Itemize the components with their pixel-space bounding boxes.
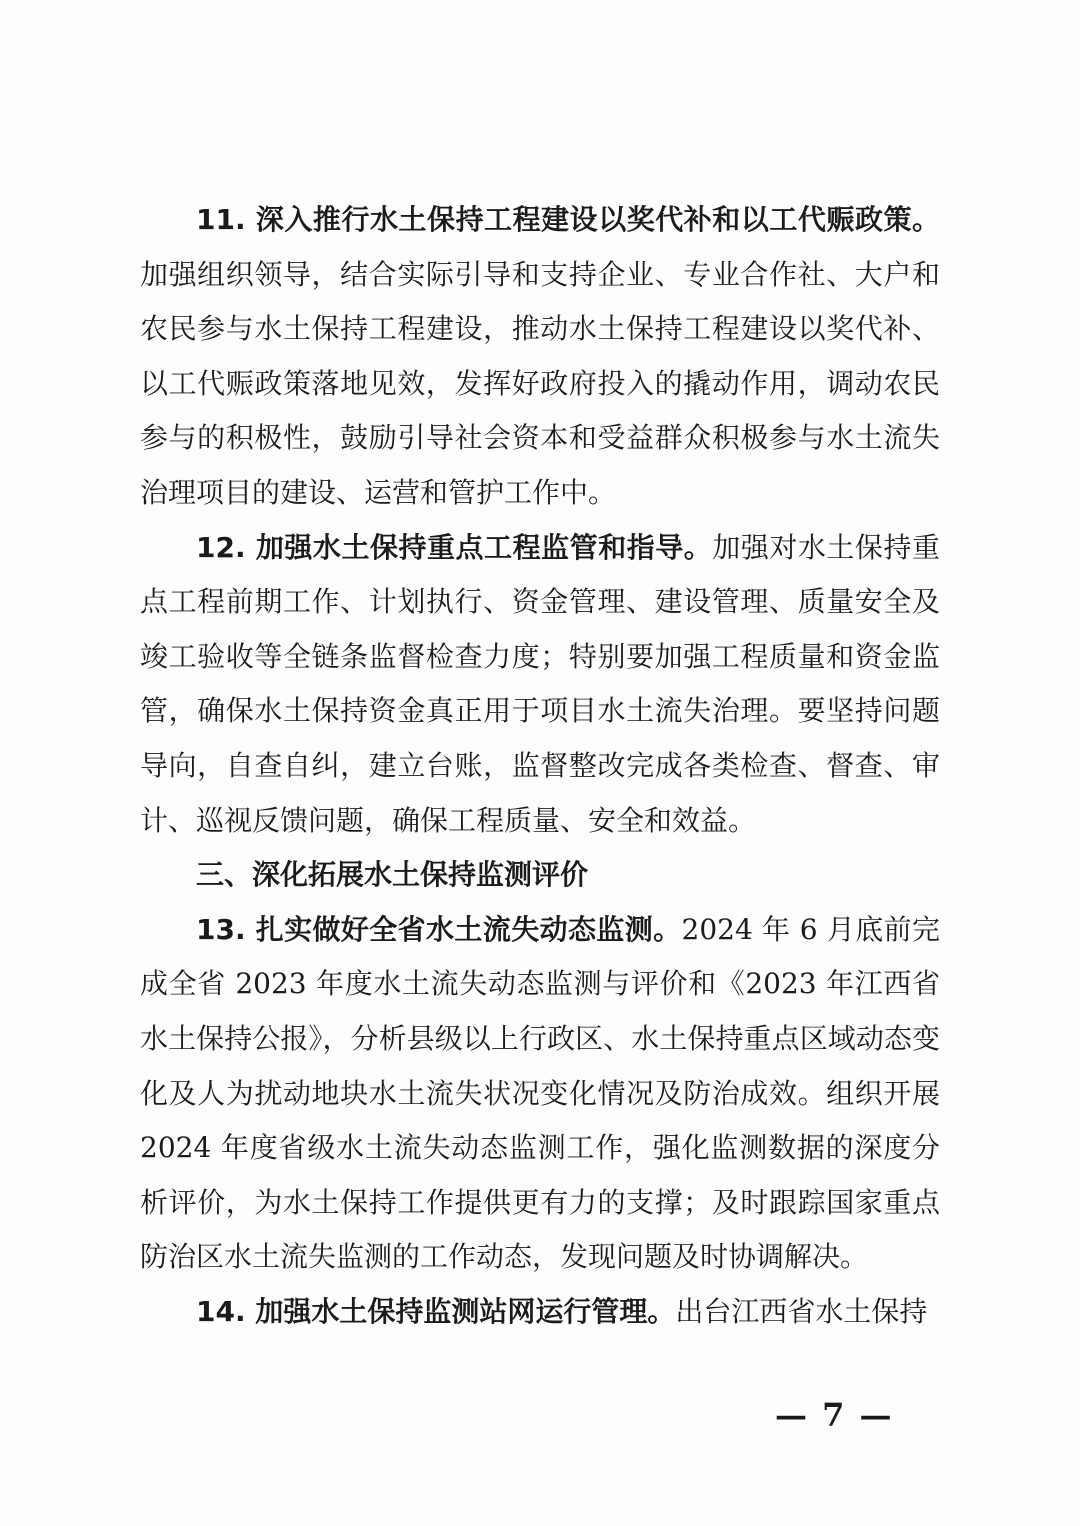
paragraph-12-body: 加强对水土保持重点工程前期工作、计划执行、资金管理、建设管理、质量安全及竣工验收等全链条监督检查力度；特别要加强工程质量和资金监管，确保水土保持资金真正用于项目水土流失治理。要坚持问题导向，自查自纠，建立台账，监督整改完成各类检查、督查、审计、巡视反馈问题，确保工程质量、安全和效益。 [140,530,940,837]
paragraph-14-body: 出台江西省水土保持 [675,1294,928,1328]
paragraph-12 [140,521,940,849]
paragraph-13-lead: 13. 扎实做好全省水土流失动态监测。 [196,912,682,946]
page-number: — 7 — [775,1396,894,1434]
section-heading: 三、深化拓展水土保持监测评价 [196,858,589,892]
paragraph-11 [140,193,940,521]
paragraph-14 [140,1285,940,1340]
paragraph-14-lead: 14. 加强水土保持监测站网运行管理。 [196,1294,676,1328]
paragraph-11-body: 加强组织领导，结合实际引导和支持企业、专业合作社、大户和农民参与水土保持工程建设，推动水土保持工程建设以奖代补、以工代赈政策落地见效，发挥好政府投入的撬动作用，调动农民参与的积极性，鼓励引导社会资本和受益群众积极参与水土流失治理项目的建设、运营和管护工作中。 [140,257,940,509]
paragraph-13-body: 2024 年 6 月底前完成全省 2023 年度水土流失动态监测与评价和《2023 年江西省水土保持公报》，分析县级以上行政区、水土保持重点区域动态变化及人为扰动地块水土流失状况变化情况及防治成效。组织开展 2024 年度省级水土流失动态监测工作，强化监测数据的深度分析评价，为水土保持工作提供更有力的支撑；及时跟踪国家重点防治区水土流失监测的工作动态，发现问题及时协调解决。 [140,912,940,1274]
paragraph-13 [140,903,940,1285]
document-body [140,193,940,1339]
paragraph-11-lead: 11. 深入推行水土保持工程建设以奖代补和以工代赈政策。 [196,203,940,236]
paragraph-12-lead: 12. 加强水土保持重点工程监管和指导。 [196,530,713,564]
